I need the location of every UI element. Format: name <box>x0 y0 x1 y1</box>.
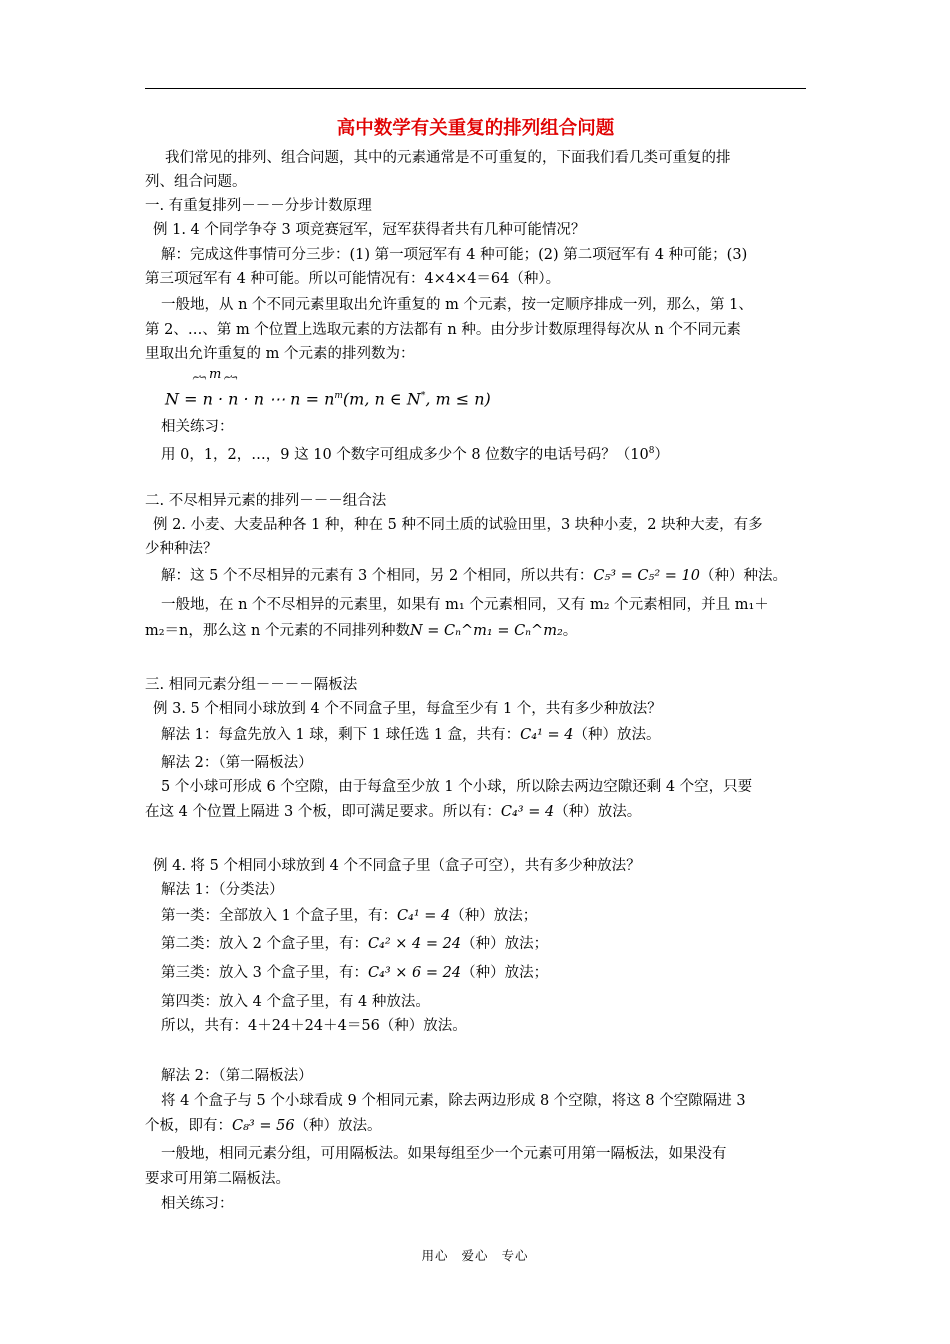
formula-exponent: m <box>334 391 343 401</box>
example-2-solution-end: （种）种法。 <box>699 568 787 584</box>
general-2-end: 。 <box>562 623 578 639</box>
general-1-line-1: 一般地，从 n 个不同元素里取出允许重复的 m 个元素，按一定顺序排成一列，那么，第 1、 <box>161 297 753 313</box>
case-3 <box>161 962 548 984</box>
case-1-end: （种）放法； <box>450 908 538 924</box>
example-4-method-1: 解法 1：（分类法） <box>161 882 284 898</box>
general-2-text: m₂＝n，那么这 n 个元素的不同排列种数 <box>145 623 410 639</box>
practice-1-label: 相关练习： <box>161 419 234 435</box>
general-2-formula: N = Cₙ^m₁ = Cₙ^m₂ <box>409 623 563 639</box>
general-2-line-2 <box>145 620 577 642</box>
formula-condition: (m, n ∈ N <box>342 389 421 409</box>
example-2-line-2: 少种种法？ <box>145 541 218 557</box>
formula-brace-label: ︷m︷ <box>193 367 241 382</box>
case-3-end: （种）放法； <box>461 965 549 981</box>
method-2b-text: 个板，即有： <box>145 1118 232 1134</box>
method-1-formula: C₄¹ = 4 <box>520 727 574 743</box>
general-4-line-1: 一般地，相同元素分组，可用隔板法。如果每组至少一个元素可用第一隔板法，如果没有 <box>161 1146 727 1162</box>
case-1-text: 第一类：全部放入 1 个盒子里，有： <box>161 908 397 924</box>
document-title: 高中数学有关重复的排列组合问题 <box>336 118 615 139</box>
section-3-heading: 三. 相同元素分组－－－－隔板法 <box>145 677 358 693</box>
formula-star: * <box>420 391 426 401</box>
example-3-method-1 <box>161 724 661 746</box>
section-1-heading: 一. 有重复排列－－－分步计数原理 <box>145 198 372 214</box>
example-1: 例 1. 4 个同学争夺 3 项竞赛冠军，冠军获得者共有几种可能情况？ <box>153 222 586 238</box>
intro-line-1: 我们常见的排列、组合问题，其中的元素通常是不可重复的，下面我们看几类可重复的排 <box>165 150 731 166</box>
example-2-line-1: 例 2. 小麦、大麦品种各 1 种，种在 5 种不同土质的试验田里，3 块种小麦，2 块种大麦，有多 <box>153 517 763 533</box>
method-2b-formula: C₈³ = 56 <box>232 1118 295 1134</box>
example-2-solution <box>161 565 787 587</box>
general-2-line-1: 一般地，在 n 个不尽相异的元素里，如果有 m₁ 个元素相同，又有 m₂ 个元素相同，并且 m₁＋ <box>161 597 769 613</box>
example-1-solution-line-2: 第三项冠军有 4 种可能。所以可能情况有：4×4×4＝64（种）。 <box>145 271 561 287</box>
example-3-method-2: 解法 2：（第一隔板法） <box>161 755 313 771</box>
case-3-text: 第三类：放入 3 个盒子里，有： <box>161 965 368 981</box>
practice-1-text: 用 0，1，2，…，9 这 10 个数字可组成多少个 8 位数字的电话号码？（10 <box>161 446 649 463</box>
example-3-method-2-line-1: 5 个小球可形成 6 个空隙，由于每盒至少放 1 个小球，所以除去两边空隙还剩 4 个空，只要 <box>161 779 753 795</box>
case-2-text: 第二类：放入 2 个盒子里，有： <box>161 936 368 952</box>
example-4: 例 4. 将 5 个相同小球放到 4 个不同盒子里（盒子可空），共有多少种放法？ <box>153 858 641 874</box>
case-1 <box>161 905 537 927</box>
method-2b-end: （种）放法。 <box>294 1118 382 1134</box>
formula-condition-end: , m ≤ n) <box>425 389 491 409</box>
example-2-solution-text: 解：这 5 个不尽相异的元素有 3 个相同，另 2 个相同，所以共有： <box>161 568 594 584</box>
example-4-method-2: 解法 2：（第二隔板法） <box>161 1068 313 1084</box>
case-2-formula: C₄² × 4 = 24 <box>367 936 462 952</box>
example-1-solution-line-1: 解：完成这件事情可分三步：(1) 第一项冠军有 4 种可能；(2) 第二项冠军有 4 种可能；(3) <box>161 247 748 263</box>
practice-1-exponent: 8 <box>648 446 655 456</box>
method-2-end: （种）放法。 <box>554 804 642 820</box>
general-1-line-3: 里取出允许重复的 m 个元素的排列数为： <box>145 346 415 362</box>
case-2 <box>161 933 548 955</box>
example-2-formula: C₅³ = C₅² = 10 <box>593 568 700 584</box>
example-4-method-2-line-1: 将 4 个盒子与 5 个小球看成 9 个相同元素，除去两边形成 8 个空隙，将这 8 个空隙隔进 3 <box>161 1093 746 1109</box>
case-3-formula: C₄³ × 6 = 24 <box>367 965 462 981</box>
method-2-text: 在这 4 个位置上隔进 3 个板，即可满足要求。所以有： <box>145 804 501 820</box>
practice-2-label: 相关练习： <box>161 1196 234 1212</box>
brace-m: m <box>209 367 225 382</box>
page-footer: 用心 爱心 专心 <box>421 1248 529 1263</box>
practice-1-question <box>161 440 669 466</box>
case-2-end: （种）放法； <box>461 936 549 952</box>
practice-1-close: ） <box>654 446 669 463</box>
header-rule <box>145 88 806 89</box>
formula-main: N = n · n · n ⋯ n = n <box>165 389 335 409</box>
example-3-method-2-line-2 <box>145 801 641 823</box>
intro-line-2: 列、组合问题。 <box>145 174 247 190</box>
example-4-method-2-line-2 <box>145 1115 382 1137</box>
method-2-formula: C₄³ = 4 <box>500 804 555 820</box>
example-3: 例 3. 5 个相同小球放到 4 个不同盒子里，每盒至少有 1 个，共有多少种放法？ <box>153 701 662 717</box>
case-1-formula: C₄¹ = 4 <box>396 908 451 924</box>
method-1-end: （种）放法。 <box>573 727 661 743</box>
total-line: 所以，共有：4＋24＋24＋4＝56（种）放法。 <box>161 1018 467 1034</box>
permutation-formula <box>165 385 491 410</box>
method-1-text: 解法 1：每盒先放入 1 球，剩下 1 球任选 1 盒，共有： <box>161 727 521 743</box>
general-4-line-2: 要求可用第二隔板法。 <box>145 1171 290 1187</box>
section-2-heading: 二. 不尽相异元素的排列－－－组合法 <box>145 493 387 509</box>
general-1-line-2: 第 2、…、第 m 个位置上选取元素的方法都有 n 种。由分步计数原理得每次从 n 个不同元素 <box>145 322 741 338</box>
case-4: 第四类：放入 4 个盒子里，有 4 种放法。 <box>161 994 430 1010</box>
